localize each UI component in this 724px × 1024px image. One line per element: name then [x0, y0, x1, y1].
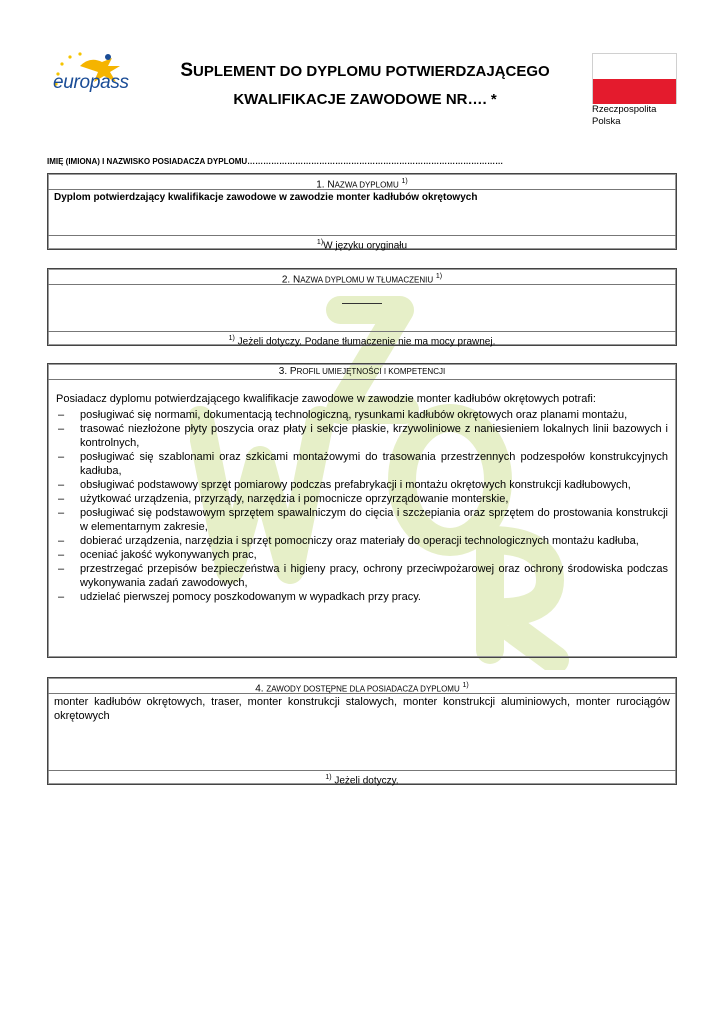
- section-available-occupations: [47, 677, 677, 785]
- country-name: Rzeczpospolita Polska: [592, 104, 657, 127]
- section-diploma-translation: [47, 268, 677, 346]
- skills-intro: Posiadacz dyplomu potwierdzającego kwalifikacje zawodowe w zawodzie monter kadłubów okrętowych potrafi:: [56, 393, 596, 405]
- translation-value: [48, 285, 676, 331]
- section-footnote: $^{1)}$W języku oryginału: [48, 235, 676, 249]
- list-item: – przestrzegać przepisów bezpieczeństwa i higieny pracy, ochrony przeciwpożarowej oraz ochrony środowiska podczas wykonywania zadań zawodowych,: [56, 562, 668, 590]
- list-item: – oceniać jakość wykonywanych prac,: [56, 548, 668, 562]
- title-initial: S: [180, 60, 193, 81]
- empty-placeholder-line: [342, 303, 382, 304]
- section-header: 4. ZAWODY DOSTĘPNE DLA POSIADACZA DYPLOMU $^{1)}$: [48, 678, 676, 694]
- section-header: 3. PROFIL UMIEJĘTNOŚCI I KOMPETENCJI: [48, 364, 676, 380]
- list-item: – posługiwać się szablonami oraz szkicami montażowymi do trasowania przestrzennych podzespołów konstrukcyjnych kadłuba,: [56, 450, 668, 478]
- list-item: – udzielać pierwszej pomocy poszkodowanym w wypadkach przy pracy.: [56, 590, 668, 604]
- title-line2: KWALIFIKACJE ZAWODOWE NR…. *: [233, 91, 497, 108]
- section-footnote: $^{1)}$ Jeżeli dotyczy.: [48, 770, 676, 784]
- section-footnote: $^{1)}$ Jeżeli dotyczy. Podane tłumaczenie nie ma mocy prawnej.: [48, 331, 676, 345]
- section-header: 2. NAZWA DYPLOMU W TŁUMACZENIU $^{1)}$: [48, 269, 676, 285]
- skills-content: [48, 380, 676, 604]
- polish-flag-icon: [592, 53, 677, 104]
- list-item: – posługiwać się podstawowym sprzętem spawalniczym do cięcia i szczepiania oraz sprzętem do prostowania konstrukcji w elementarnym zakresie,: [56, 506, 668, 534]
- section-diploma-name: [47, 173, 677, 250]
- europass-logo: europass: [53, 72, 129, 93]
- holder-name-field: IMIĘ (IMIONA) I NAZWISKO POSIADACZA DYPLOMU……………………………………………………………………………………: [47, 157, 504, 166]
- page-title: [150, 57, 580, 114]
- list-item: – użytkować urządzenia, przyrządy, narzędzia i pomocnicze oprzyrządowanie monterskie,: [56, 492, 668, 506]
- diploma-name-value: Dyplom potwierdzający kwalifikacje zawodowe w zawodzie monter kadłubów okrętowych: [54, 192, 478, 203]
- list-item: – obsługiwać podstawowy sprzęt pomiarowy podczas prefabrykacji i montażu okrętowych konstrukcji kadłubowych,: [56, 478, 668, 492]
- section-header: 1. NAZWA DYPLOMU $^{1)}$: [48, 174, 676, 190]
- list-item: – dobierać urządzenia, narzędzia i sprzęt pomocniczy oraz materiały do operacji technologicznych montażu kadłuba,: [56, 534, 668, 548]
- section-skills-profile: [47, 363, 677, 658]
- occupations-value: monter kadłubów okrętowych, traser, monter konstrukcji stalowych, monter konstrukcji aluminiowych, monter rurociągów okrętowych: [54, 696, 670, 722]
- title-line1: UPLEMENT DO DYPLOMU POTWIERDZAJĄCEGO: [193, 63, 550, 80]
- list-item: – trasować niezłożone płyty poszycia oraz płaty i sekcje płaskie, krzywoliniowe z naniesieniem lokalnych linii bazowych i kontrolnych,: [56, 422, 668, 450]
- skills-list: [56, 408, 668, 604]
- list-item: – posługiwać się normami, dokumentacją technologiczną, rysunkami kadłubów okrętowych oraz planami montażu,: [56, 408, 668, 422]
